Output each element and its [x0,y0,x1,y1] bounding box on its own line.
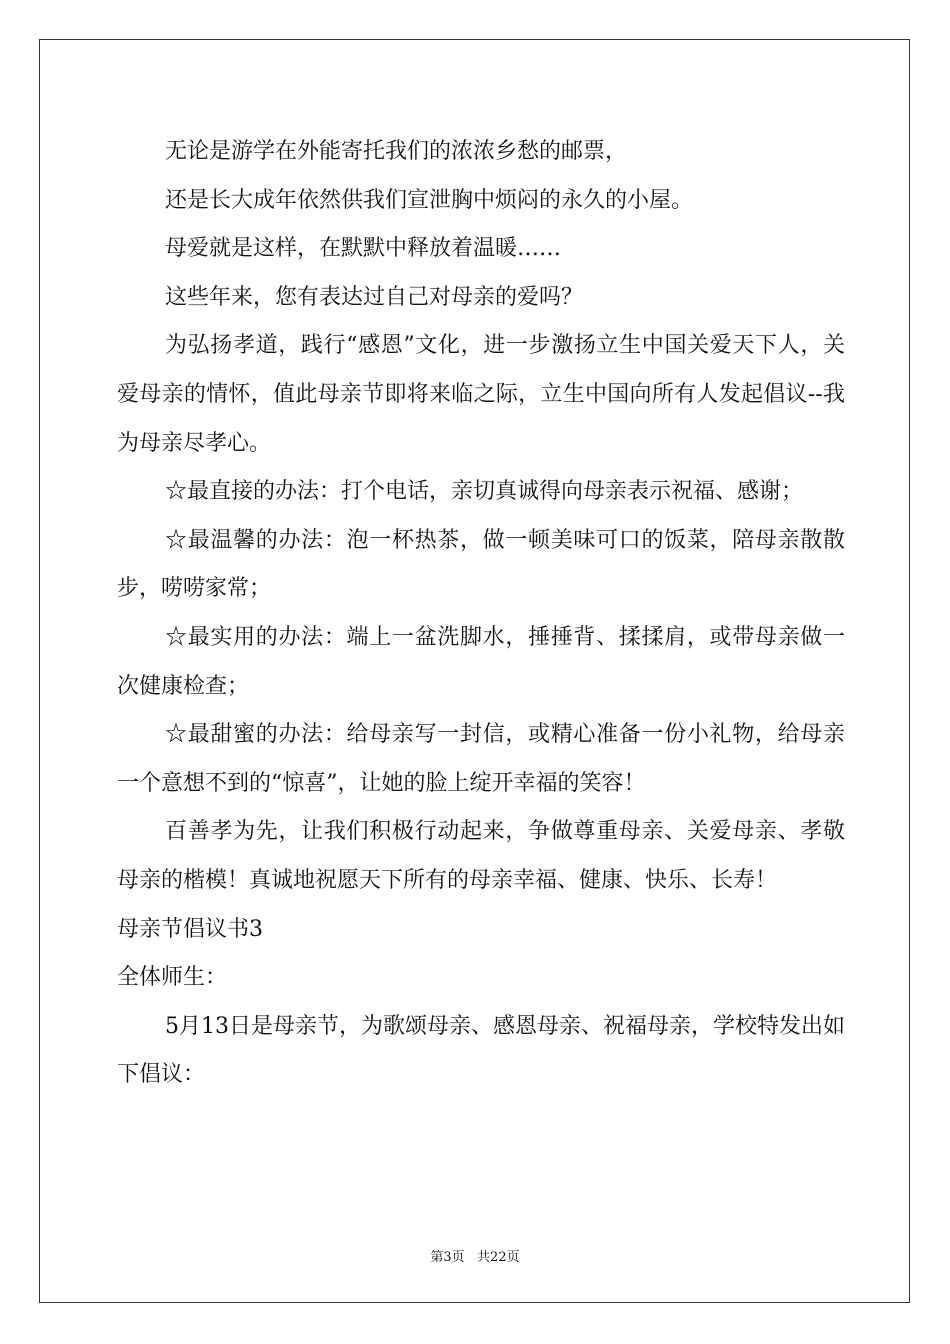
paragraph-7: ☆最温馨的办法：泡一杯热茶，做一顿美味可口的饭菜，陪母亲散散步，唠唠家常； [117,527,845,602]
body-paragraph-1: 5月13日是母亲节，为歌颂母亲、感恩母亲、祝福母亲，学校特发出如下倡议： [117,1013,845,1088]
paragraph-6: ☆最直接的办法：打个电话，亲切真诚得向母亲表示祝福、感谢； [165,479,804,505]
section-title: 母亲节倡议书3 [117,916,263,942]
paragraph-9: ☆最甜蜜的办法：给母亲写一封信，或精心准备一份小礼物，给母亲一个意想不到的“惊喜”，让她的脸上绽开幸福的笑容！ [117,722,845,796]
paragraph-1: 无论是游学在外能寄托我们的浓浓乡愁的邮票， [165,139,628,164]
paragraph-10: 百善孝为先，让我们积极行动起来，争做尊重母亲、关爱母亲、孝敬母亲的楷模！真诚地祝愿天下所有的母亲幸福、健康、快乐、长寿！ [117,819,845,893]
paragraph-3: 母爱就是这样，在默默中释放着温暖…… [165,236,562,262]
paragraph-4: 这些年来，您有表达过自己对母亲的爱吗？ [165,284,584,310]
page-number-footer: 第3页 共22页 [430,1250,520,1265]
paragraph-8: ☆最实用的办法：端上一盆洗脚水，捶捶背、揉揉肩，或带母亲做一次健康检查； [117,624,845,699]
document-body [117,128,845,1100]
paragraph-2: 还是长大成年依然供我们宣泄胸中烦闷的永久的小屋。 [165,187,694,213]
salutation: 全体师生： [117,965,228,991]
paragraph-5: 为弘扬孝道，践行“感恩”文化，进一步激扬立生中国关爱天下人，关爱母亲的情怀，值此母亲节即将来临之际，立生中国向所有人发起倡议--我为母亲尽孝心。 [117,333,845,456]
